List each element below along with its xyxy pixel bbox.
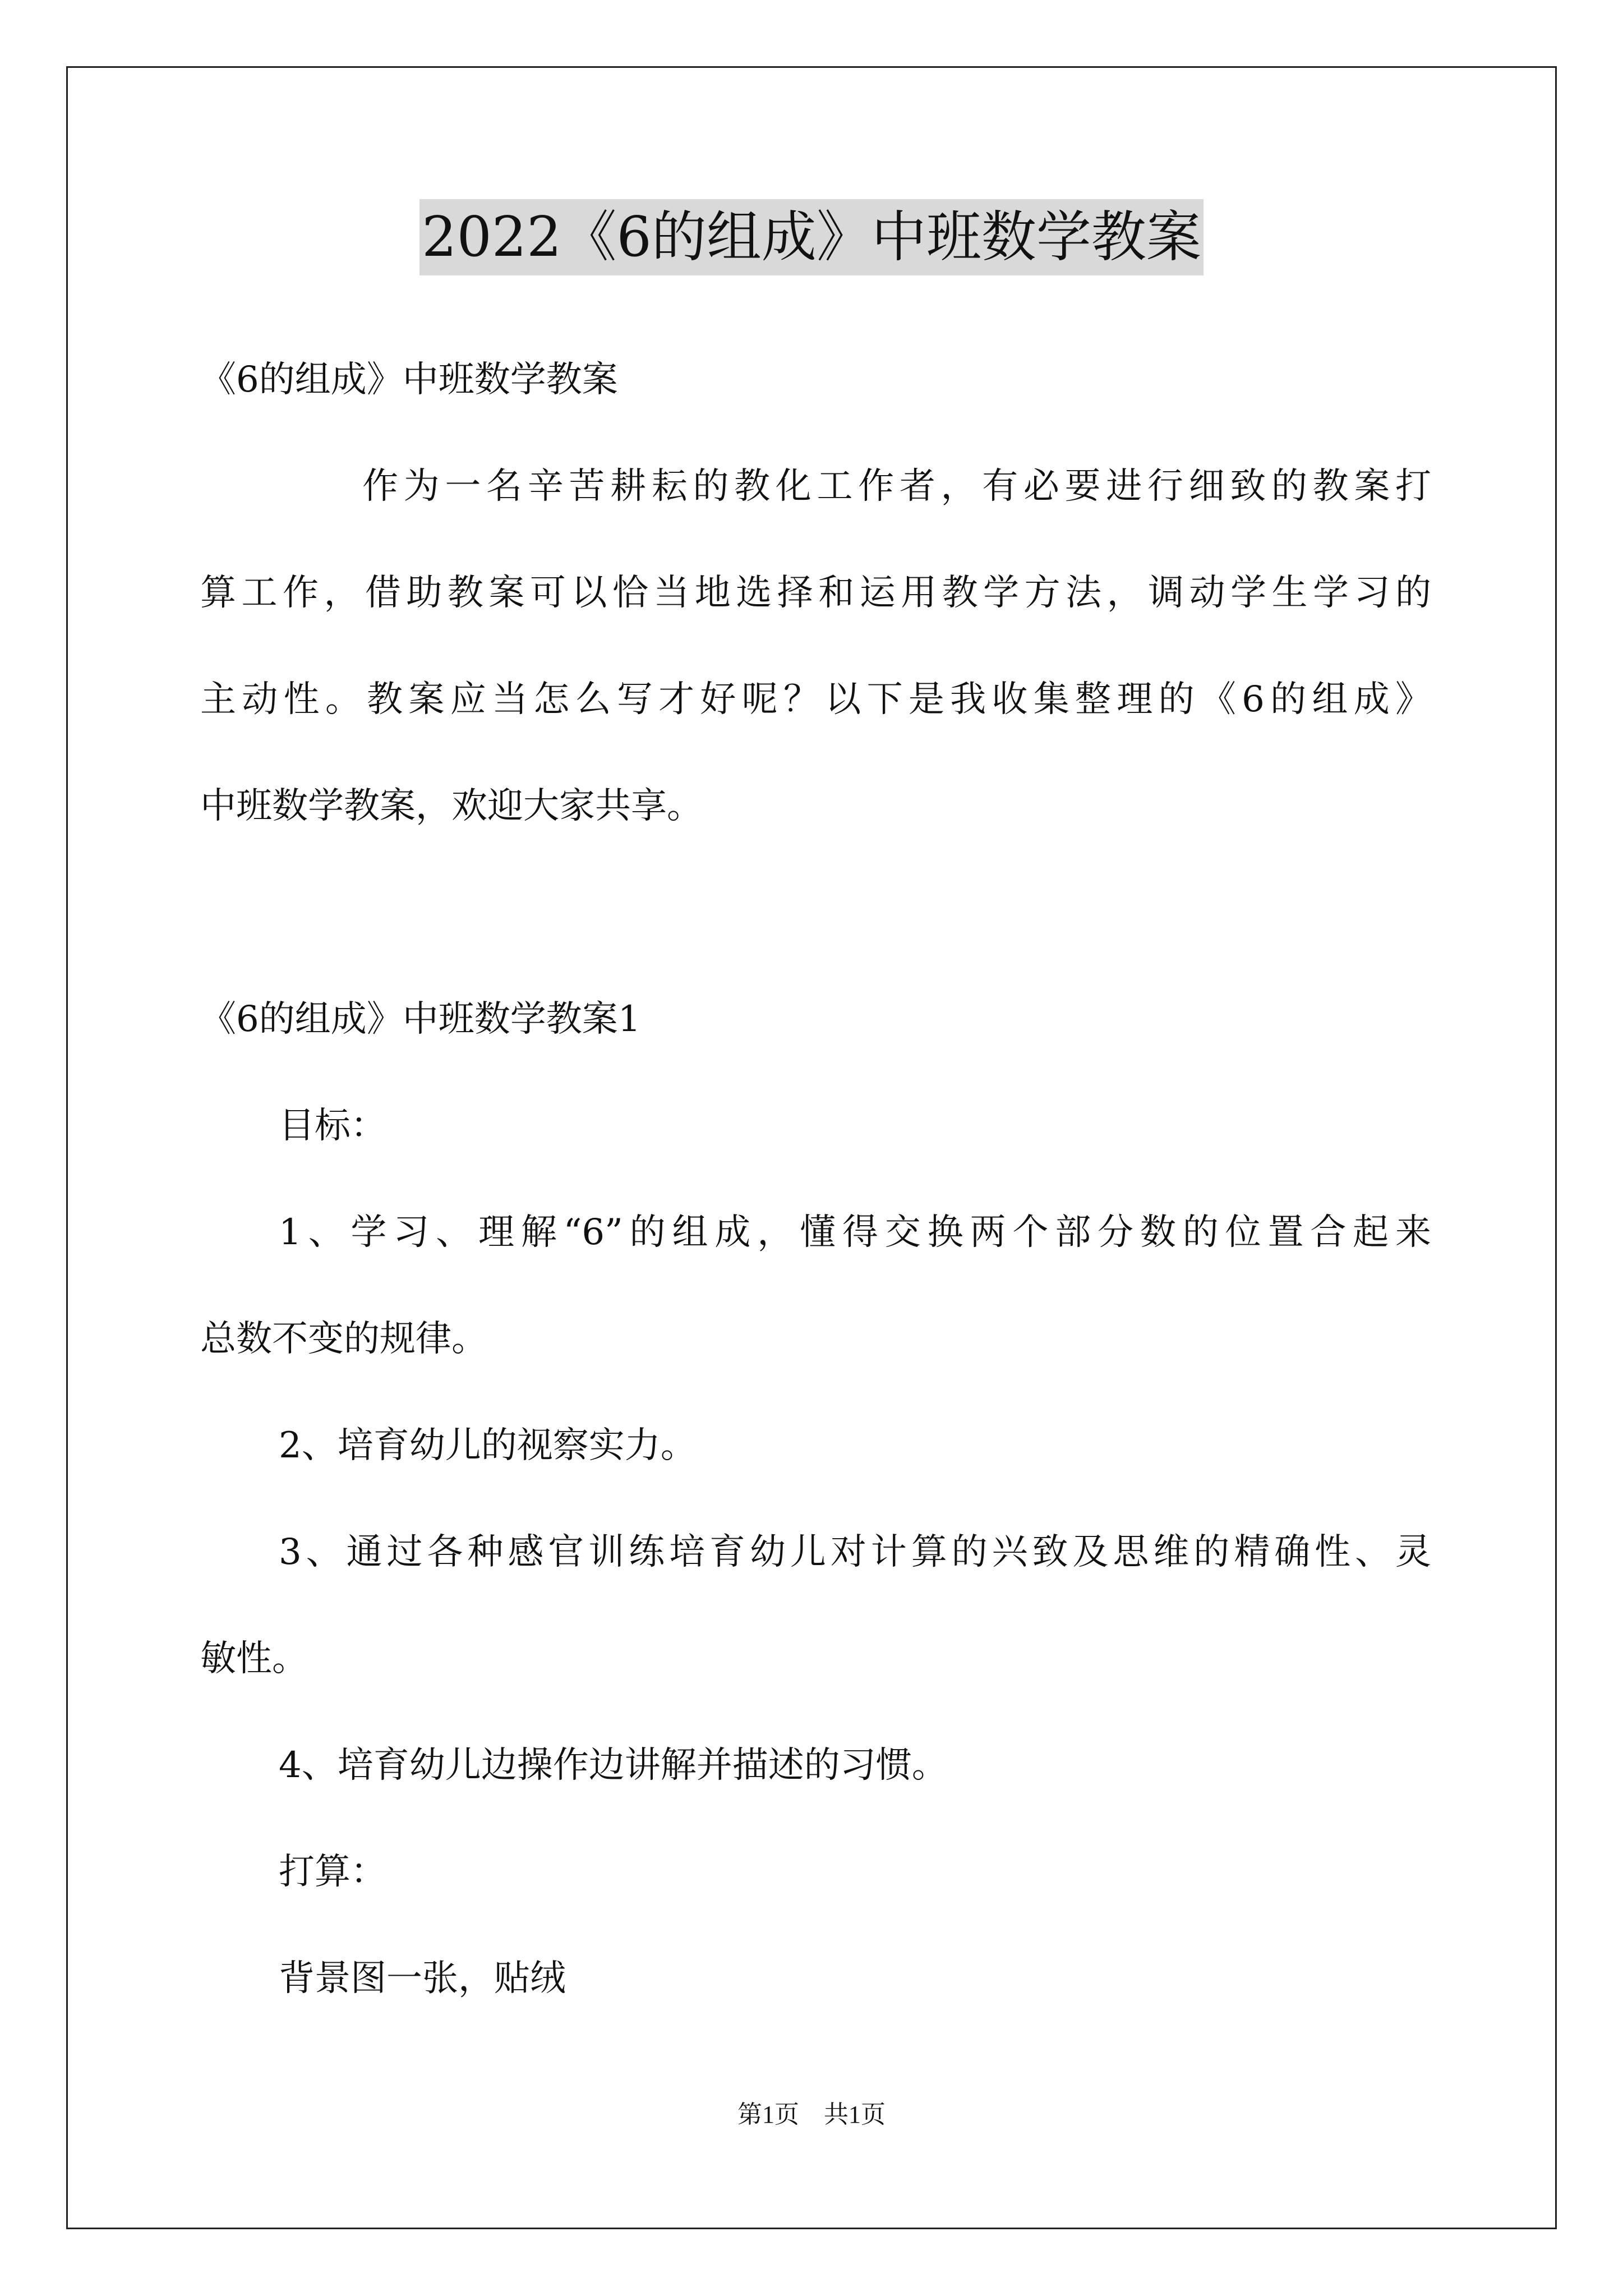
intro-line-4: 中班数学教案，欢迎大家共享。: [200, 785, 703, 827]
title-container: [0, 199, 1623, 275]
goal-2: 2、培育幼儿的视察实力。: [279, 1425, 697, 1466]
intro-line-2: 算工作，借助教案可以恰当地选择和运用教学方法，调动学生学习的: [200, 572, 1431, 614]
goal-3-line-2: 敏性。: [200, 1638, 308, 1680]
intro-line-3: 主动性。教案应当怎么写才好呢？以下是我收集整理的《6的组成》: [200, 679, 1431, 720]
goal-3-line-1: 3、通过各种感官训练培育幼儿对计算的兴致及思维的精确性、灵: [279, 1531, 1431, 1573]
goal-1-line-1: 1、学习、理解“6”的组成，懂得交换两个部分数的位置合起来: [279, 1212, 1431, 1253]
goals-label: 目标：: [279, 1105, 386, 1147]
document-subtitle: 《6的组成》中班数学教案: [200, 359, 618, 401]
document-title: 2022《6的组成》中班数学教案: [419, 199, 1204, 275]
prep-item: 背景图一张，贴绒: [279, 1958, 566, 1999]
page-footer: 第1页 共1页: [737, 2101, 886, 2128]
prep-label: 打算：: [279, 1851, 386, 1893]
goal-4: 4、培育幼儿边操作边讲解并描述的习惯。: [279, 1745, 948, 1786]
intro-line-1: 作为一名辛苦耕耘的教化工作者，有必要进行细致的教案打: [362, 466, 1431, 507]
goal-1-line-2: 总数不变的规律。: [200, 1318, 487, 1360]
section-heading: 《6的组成》中班数学教案1: [200, 999, 641, 1040]
